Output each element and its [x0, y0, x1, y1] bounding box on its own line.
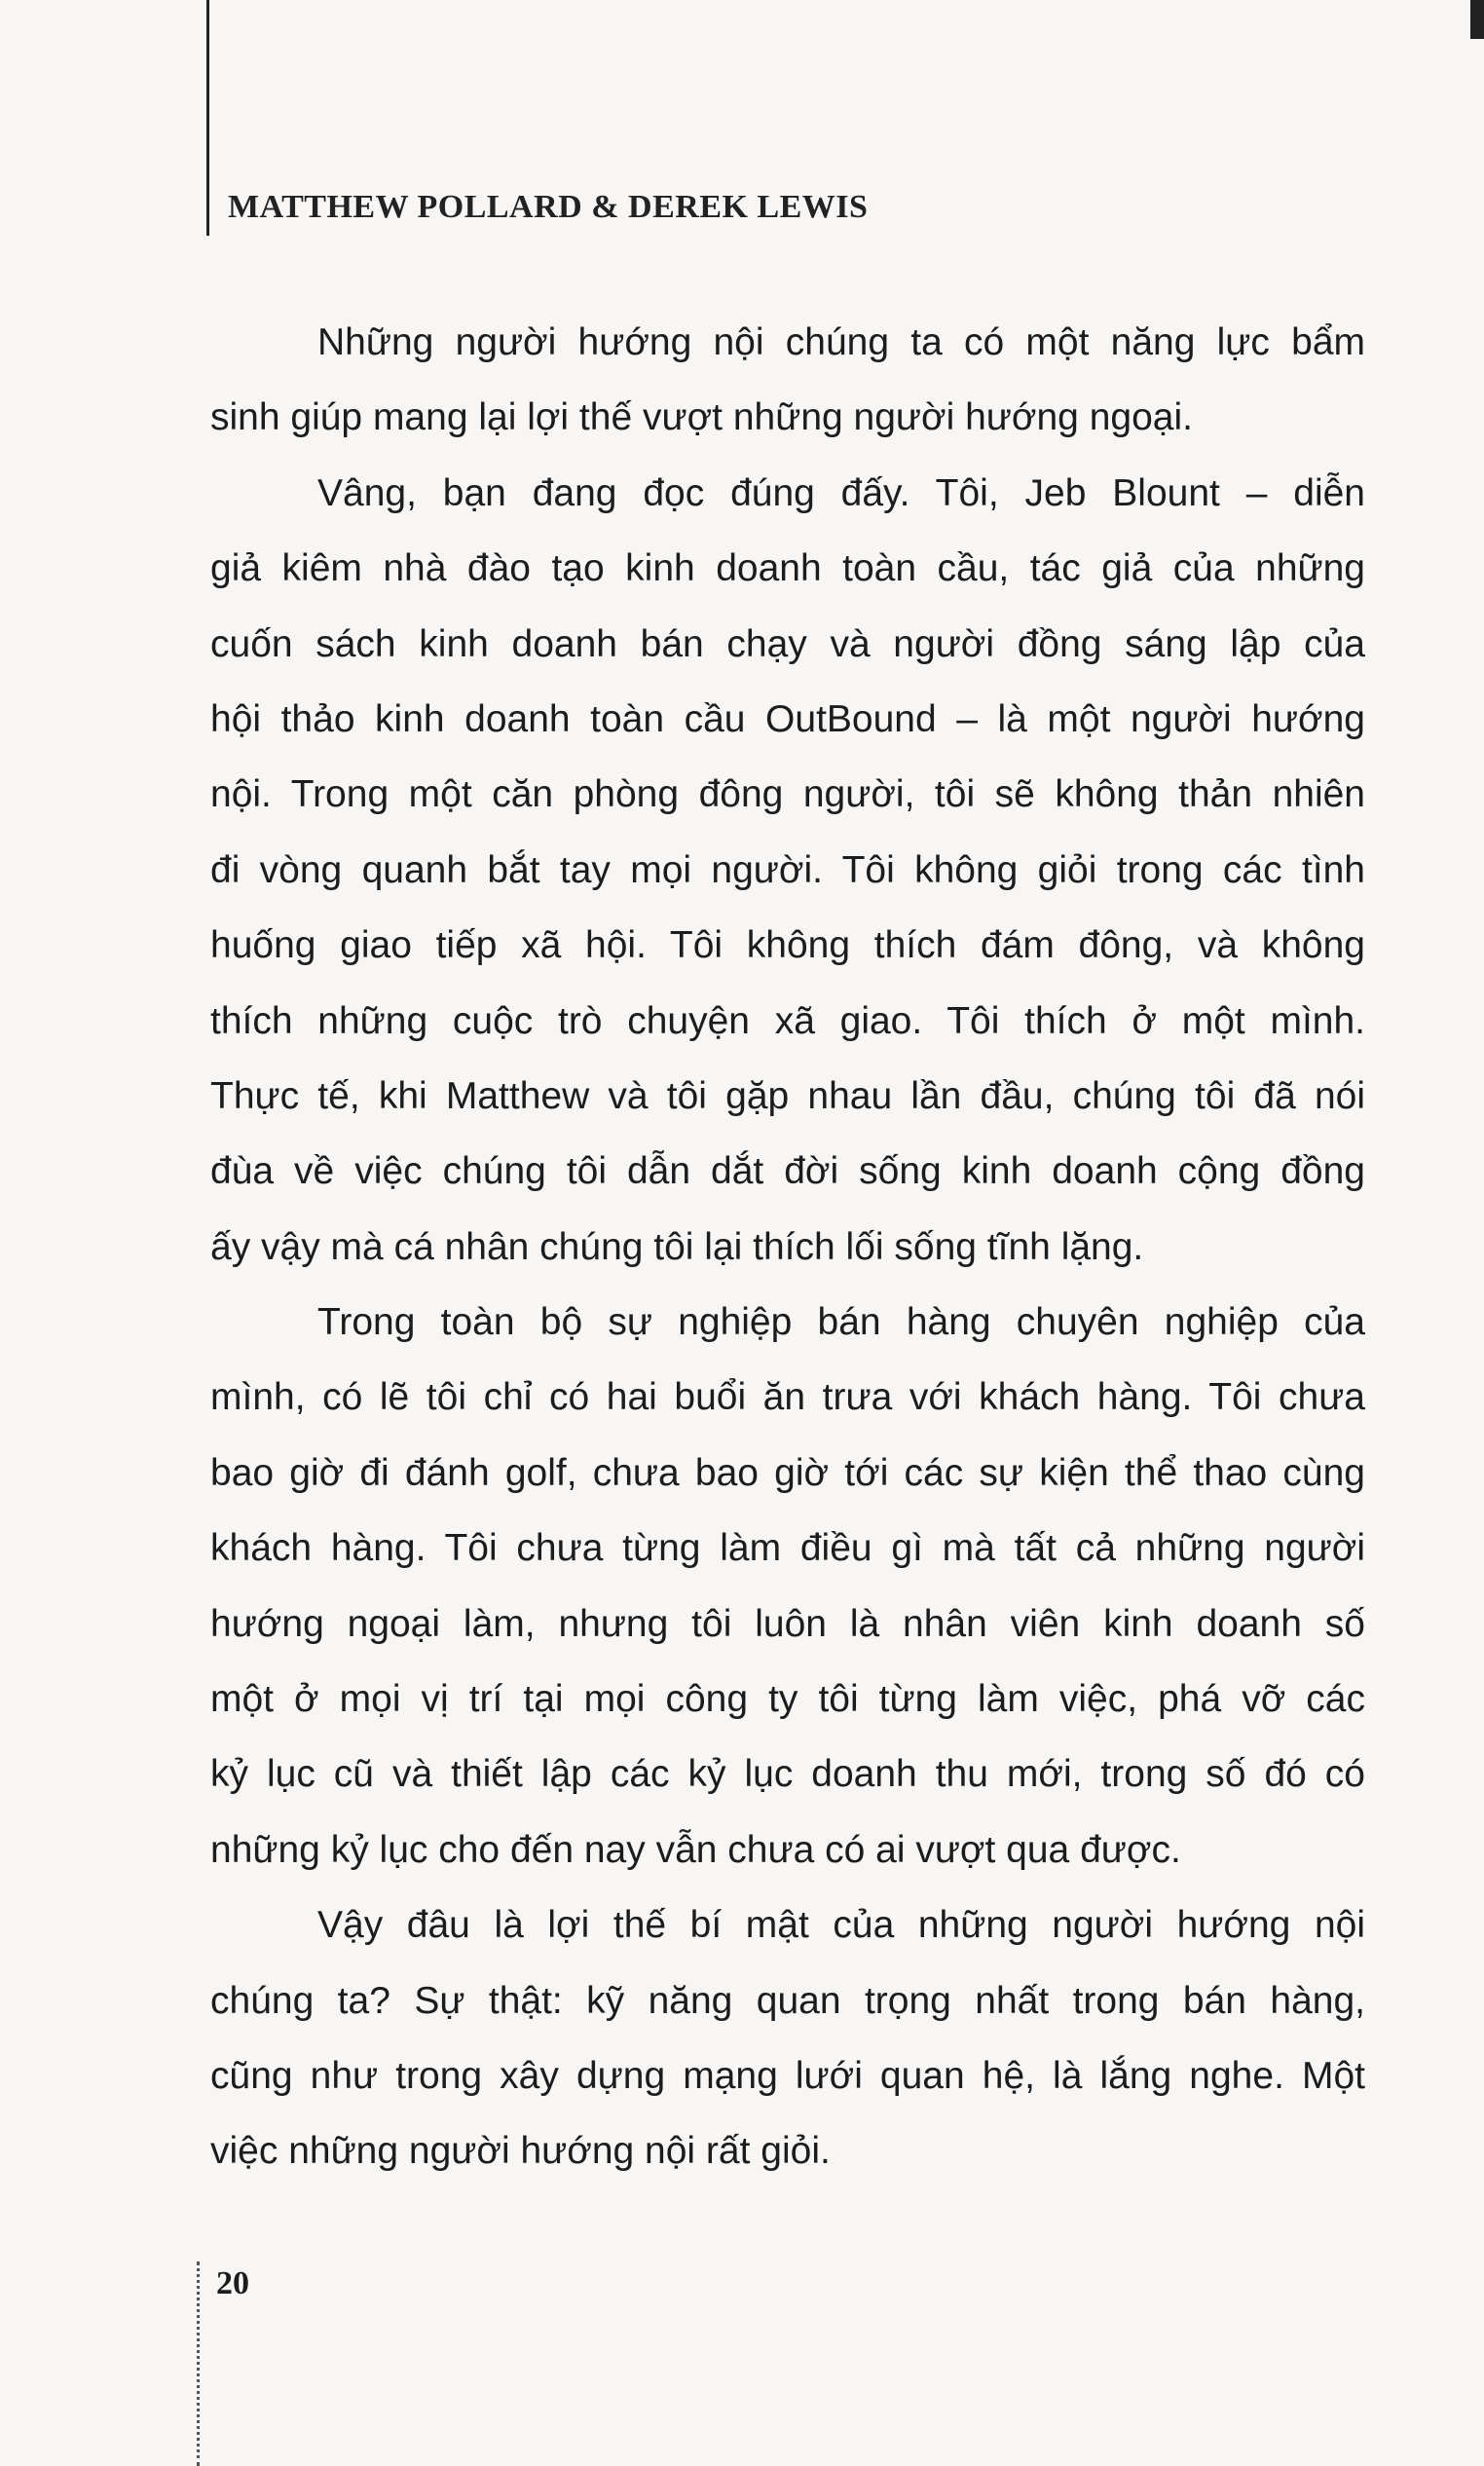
- footer-rule: [197, 2261, 200, 2466]
- body-text: [210, 305, 1365, 2189]
- paragraph-line: hướng ngoại làm, nhưng tôi luôn là nhân viên kinh doanh số: [210, 1602, 1365, 1645]
- paragraph-line: Những người hướng nội chúng ta có một năng lực bẩm: [317, 321, 1365, 363]
- paragraph-line: cuốn sách kinh doanh bán chạy và người đồng sáng lập của: [210, 622, 1365, 665]
- paragraph-line: chúng ta? Sự thật: kỹ năng quan trọng nhất trong bán hàng,: [210, 1979, 1365, 2022]
- paragraph-line: Vậy đâu là lợi thế bí mật của những người hướng nội: [317, 1904, 1365, 1947]
- paragraph-line: bao giờ đi đánh golf, chưa bao giờ tới các sự kiện thể thao cùng: [210, 1451, 1365, 1494]
- paragraph-line: kỷ lục cũ và thiết lập các kỷ lục doanh thu mới, trong số đó có: [210, 1753, 1365, 1796]
- paragraph-line: khách hàng. Tôi chưa từng làm điều gì mà tất cả những người: [210, 1527, 1365, 1570]
- paragraph-line: ấy vậy mà cá nhân chúng tôi lại thích lối sống tĩnh lặng.: [210, 1225, 1144, 1268]
- paragraph-line: cũng như trong xây dựng mạng lưới quan hệ, là lắng nghe. Một: [210, 2054, 1365, 2097]
- paragraph-line: giả kiêm nhà đào tạo kinh doanh toàn cầu, tác giả của những: [210, 547, 1365, 590]
- paragraph-line: huống giao tiếp xã hội. Tôi không thích đám đông, và không: [210, 924, 1365, 967]
- paragraph-line: mình, có lẽ tôi chỉ có hai buổi ăn trưa với khách hàng. Tôi chưa: [210, 1376, 1365, 1419]
- paragraph-line: sinh giúp mang lại lợi thế vượt những người hướng ngoại.: [210, 396, 1193, 439]
- paragraph-line: hội thảo kinh doanh toàn cầu OutBound – là một người hướng: [210, 697, 1365, 740]
- page-number: 20: [216, 2265, 249, 2301]
- paragraph-line: nội. Trong một căn phòng đông người, tôi sẽ không thản nhiên: [210, 773, 1365, 816]
- paragraph-line: những kỷ lục cho đến nay vẫn chưa có ai vượt qua được.: [210, 1828, 1181, 1871]
- paragraph-line: Trong toàn bộ sự nghiệp bán hàng chuyên nghiệp của: [317, 1301, 1365, 1344]
- paragraph-line: một ở mọi vị trí tại mọi công ty tôi từng làm việc, phá vỡ các: [210, 1678, 1365, 1721]
- paragraph-line: Vâng, bạn đang đọc đúng đấy. Tôi, Jeb Blount – diễn: [317, 471, 1365, 514]
- paragraph-line: thích những cuộc trò chuyện xã giao. Tôi thích ở một mình.: [210, 999, 1365, 1042]
- paragraph-line: Thực tế, khi Matthew và tôi gặp nhau lần đầu, chúng tôi đã nói: [210, 1074, 1365, 1117]
- header-rule: [206, 0, 209, 236]
- paragraph-line: đùa về việc chúng tôi dẫn dắt đời sống kinh doanh cộng đồng: [210, 1150, 1365, 1193]
- page-edge-mark: [1470, 0, 1484, 39]
- paragraph-line: việc những người hướng nội rất giỏi.: [210, 2130, 831, 2173]
- running-header: MATTHEW POLLARD & DEREK LEWIS: [228, 189, 869, 225]
- paragraph-line: đi vòng quanh bắt tay mọi người. Tôi không giỏi trong các tình: [210, 848, 1365, 891]
